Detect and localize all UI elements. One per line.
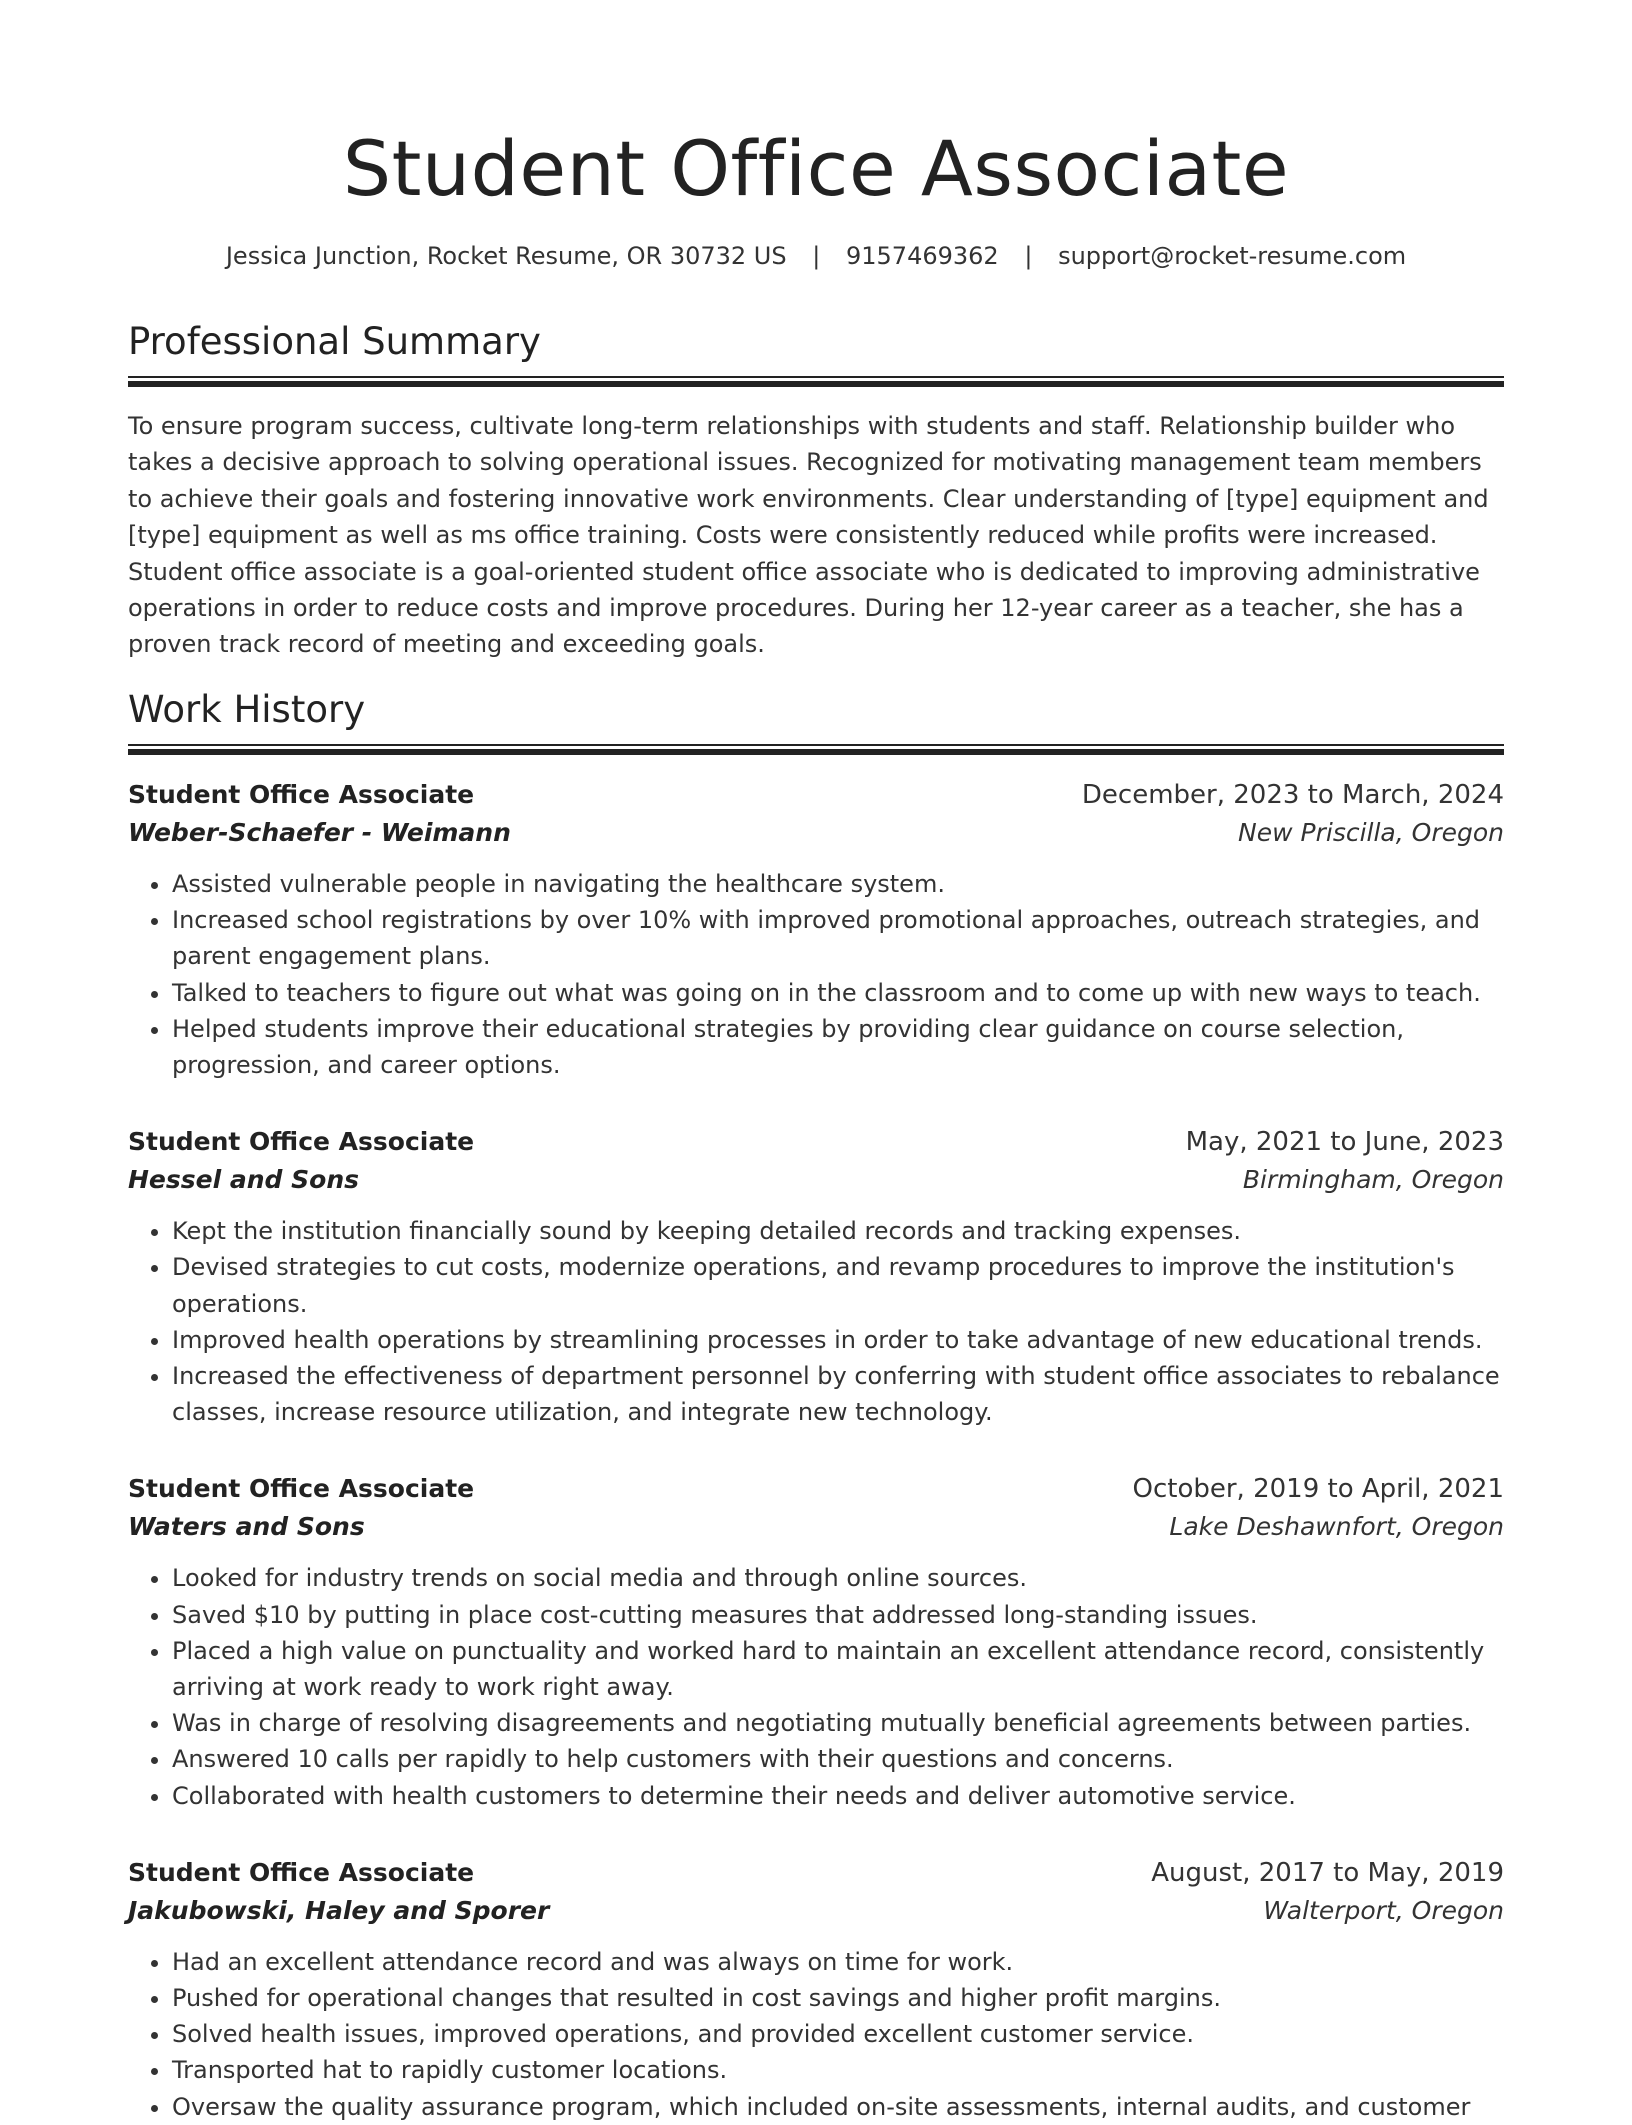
job-bullet-item: • Oversaw the quality assurance program, which included on-site assessments, internal audits, and customer bbox=[172, 2089, 1504, 2125]
summary-text: To ensure program success, cultivate long-term relationships with students and staff. Relationship builder who takes a decisive approach to solving operational issues. Recognized for motivating management team members to achieve their goals and fostering innovative work environments. Clear understanding of [type] equipment and [type] equipment as well as ms office training. Costs were consistently reduced while profits were increased. Student office associate is a goal-oriented student office associate who is dedicated to improving administrative operations in order to reduce costs and improve procedures. During her 12-year career as a teacher, she has a proven track record of meeting and exceeding goals. bbox=[128, 412, 1489, 659]
job-header-row bbox=[128, 1854, 1504, 1892]
section-title-summary: Professional Summary bbox=[128, 320, 541, 363]
contact-phone: 9157469362 bbox=[845, 242, 999, 270]
job-bullet-item: • Answered 10 calls per rapidly to help customers with their questions and concerns. bbox=[172, 1741, 1504, 1777]
job-bullet-item: • Had an excellent attendance record and was always on time for work. bbox=[172, 1944, 1504, 1980]
section-title-work-history: Work History bbox=[128, 688, 366, 731]
job-employer-row bbox=[128, 1508, 1504, 1546]
job-bullet-item: • Collaborated with health customers to determine their needs and deliver automotive service. bbox=[172, 1778, 1504, 1814]
contact-email: support@rocket-resume.com bbox=[1058, 242, 1407, 270]
job-dates: August, 2017 to May, 2019 bbox=[1151, 1857, 1504, 1888]
job-company: Waters and Sons bbox=[128, 1512, 365, 1542]
resume-page bbox=[128, 0, 1504, 2121]
contact-address: Jessica Junction, Rocket Resume, OR 30732 US bbox=[225, 242, 787, 270]
contact-separator: | bbox=[1024, 242, 1033, 270]
job-company: Weber-Schaefer - Weimann bbox=[128, 818, 511, 847]
job-employer-row bbox=[128, 814, 1504, 852]
job-entry bbox=[128, 1854, 1504, 2125]
job-dates: December, 2023 to March, 2024 bbox=[1081, 780, 1504, 810]
job-company: Hessel and Sons bbox=[128, 1165, 359, 1195]
job-bullets bbox=[128, 1213, 1504, 1430]
job-employer-row bbox=[128, 1892, 1504, 1930]
job-entry bbox=[128, 1123, 1504, 1430]
section-divider bbox=[128, 376, 1504, 386]
section-divider bbox=[128, 744, 1504, 754]
job-location: Walterport, Oregon bbox=[1263, 1895, 1504, 1925]
job-header-row bbox=[128, 776, 1504, 814]
job-bullet-item: • Helped students improve their educational strategies by providing clear guidance on course selection, progression, and career options. bbox=[172, 1011, 1504, 1083]
job-bullet-item: • Transported hat to rapidly customer locations. bbox=[172, 2052, 1504, 2088]
job-bullet-item: • Improved health operations by streamlining processes in order to take advantage of new educational trends. bbox=[172, 1322, 1504, 1358]
job-bullet-item: • Saved $10 by putting in place cost-cutting measures that addressed long-standing issues. bbox=[172, 1597, 1504, 1633]
job-title: Student Office Associate bbox=[128, 780, 475, 809]
job-employer-row bbox=[128, 1161, 1504, 1199]
job-header-row bbox=[128, 1123, 1504, 1161]
job-bullet-item: • Increased school registrations by over 10% with improved promotional approaches, outreach strategies, and parent engagement plans. bbox=[172, 902, 1504, 974]
job-bullet-item: • Increased the effectiveness of department personnel by conferring with student office associates to rebalance classes, increase resource utilization, and integrate new technology. bbox=[172, 1358, 1504, 1430]
job-dates: October, 2019 to April, 2021 bbox=[1132, 1474, 1504, 1505]
job-title: Student Office Associate bbox=[128, 1474, 475, 1504]
job-bullet-item: • Pushed for operational changes that resulted in cost savings and higher profit margins. bbox=[172, 1980, 1504, 2016]
resume-name-title: Student Office Associate bbox=[342, 124, 1290, 213]
job-title: Student Office Associate bbox=[128, 1127, 475, 1157]
job-header-row bbox=[128, 1470, 1504, 1508]
contact-separator: | bbox=[812, 242, 821, 270]
contact-line bbox=[128, 239, 1504, 273]
work-history-section bbox=[128, 687, 1504, 2125]
job-bullets bbox=[128, 866, 1504, 1083]
job-dates: May, 2021 to June, 2023 bbox=[1185, 1127, 1504, 1158]
job-location: Birmingham, Oregon bbox=[1242, 1165, 1504, 1195]
job-entry bbox=[128, 776, 1504, 1083]
job-title: Student Office Associate bbox=[128, 1857, 475, 1887]
job-entry bbox=[128, 1470, 1504, 1813]
professional-summary-section bbox=[128, 319, 1504, 663]
job-bullet-item: • Solved health issues, improved operations, and provided excellent customer service. bbox=[172, 2016, 1504, 2052]
job-company: Jakubowski, Haley and Sporer bbox=[128, 1895, 550, 1925]
job-bullet-item: • Placed a high value on punctuality and worked hard to maintain an excellent attendance record, consistently arriving at work ready to work right away. bbox=[172, 1633, 1504, 1705]
job-bullet-item: • Assisted vulnerable people in navigating the healthcare system. bbox=[172, 866, 1504, 902]
job-location: New Priscilla, Oregon bbox=[1238, 818, 1504, 847]
job-bullets bbox=[128, 1560, 1504, 1813]
job-bullets bbox=[128, 1944, 1504, 2125]
job-bullet-item: • Devised strategies to cut costs, modernize operations, and revamp procedures to improve the institution's operations. bbox=[172, 1249, 1504, 1321]
job-location: Lake Deshawnfort, Oregon bbox=[1169, 1512, 1504, 1542]
job-bullet-item: • Looked for industry trends on social media and through online sources. bbox=[172, 1560, 1504, 1596]
job-bullet-item: • Kept the institution financially sound by keeping detailed records and tracking expenses. bbox=[172, 1213, 1504, 1249]
job-bullet-item: • Was in charge of resolving disagreements and negotiating mutually beneficial agreements between parties. bbox=[172, 1705, 1504, 1741]
job-bullet-item: • Talked to teachers to figure out what was going on in the classroom and to come up with new ways to teach. bbox=[172, 975, 1504, 1011]
